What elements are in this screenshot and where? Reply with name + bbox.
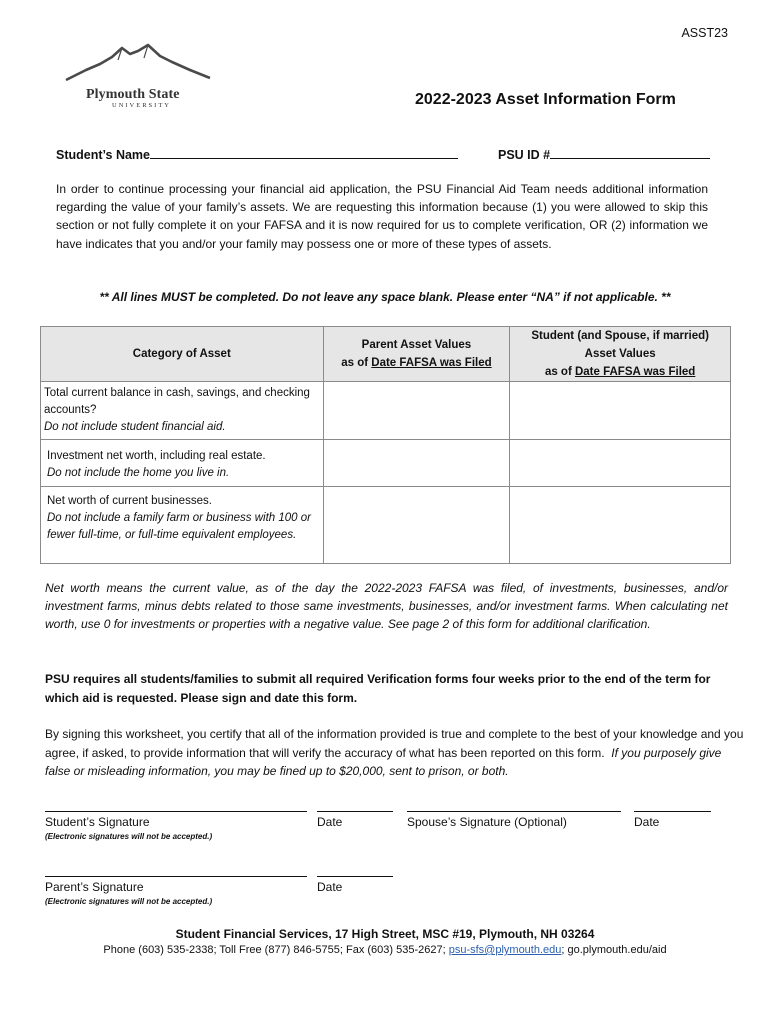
psu-id-line[interactable] <box>550 147 710 159</box>
certify-paragraph: By signing this worksheet, you certify that all of the information provided is true and complete to the best of your knowledge and you agree, if asked, to provide information that will verify the accuracy of what has been reported on this form. If you purposely give false or misleading information, you may be fined up to $20,000, sent to prison, or both. <box>45 727 744 778</box>
psu-id-label: PSU ID # <box>498 148 551 162</box>
parent-value-cell[interactable] <box>323 487 510 564</box>
row-category: Investment net worth, including real estate. Do not include the home you live in. <box>41 440 324 487</box>
mountain-logo-icon <box>64 42 212 84</box>
student-signature-line[interactable] <box>45 811 307 812</box>
logo-subtitle: UNIVERSITY <box>112 102 171 109</box>
table-row <box>41 440 731 487</box>
parent-date-label: Date <box>317 880 343 894</box>
row-category: Total current balance in cash, savings, and checking accounts? Do not include student financial aid. <box>41 382 324 440</box>
header-category: Category of Asset <box>41 327 324 382</box>
form-code: ASST23 <box>681 26 728 40</box>
spouse-date-label: Date <box>634 815 660 829</box>
intro-paragraph: In order to continue processing your financial aid application, the PSU Financial Aid Team needs additional information regarding the value of your family’s assets. We are requesting this information because (1) you were allowed to skip this section or not fully complete it on your FAFSA and it is now required for us to complete verification, OR (2) information we have indicates that you and/or your family may possess one or more of these types of assets. <box>56 182 708 251</box>
parent-signature-line[interactable] <box>45 876 307 877</box>
spouse-date-line[interactable] <box>634 811 711 812</box>
office-contact: Phone (603) 535-2338; Toll Free (877) 846-5755; Fax (603) 535-2627; psu-sfs@plymouth.edu; go.plymouth.edu/aid <box>103 944 667 956</box>
header-parent-values: Parent Asset Values as of Date FAFSA was Filed <box>323 327 510 382</box>
logo-name: Plymouth State <box>86 87 180 102</box>
electronic-signature-note: (Electronic signatures will not be accepted.) <box>45 897 213 906</box>
row-category: Net worth of current businesses. Do not include a family farm or business with 100 or fewer full-time, or full-time equivalent employees. <box>41 487 324 564</box>
asset-table <box>40 326 731 564</box>
header-student-values: Student (and Spouse, if married) Asset Values as of Date FAFSA was Filed <box>510 327 731 382</box>
parent-value-cell[interactable] <box>323 440 510 487</box>
student-date-label: Date <box>317 815 343 829</box>
completion-notice: ** All lines MUST be completed. Do not leave any space blank. Please enter “NA” if not applicable. ** <box>99 290 671 304</box>
email-link[interactable]: psu-sfs@plymouth.edu <box>448 944 562 956</box>
student-value-cell[interactable] <box>510 382 731 440</box>
student-name-label: Student’s Name <box>56 148 151 162</box>
student-date-line[interactable] <box>317 811 393 812</box>
parent-date-line[interactable] <box>317 876 393 877</box>
university-logo <box>64 42 212 114</box>
table-header-row <box>41 327 731 382</box>
net-worth-paragraph: Net worth means the current value, as of the day the 2022-2023 FAFSA was filed, of investments, businesses, and/or investment farms, minus debts related to those same investments, businesses, and/or investment farms. When calculating net worth, use 0 for investments or properties with a negative value. See page 2 of this form for additional clarification. <box>45 581 728 632</box>
spouse-signature-label: Spouse’s Signature (Optional) <box>407 815 567 829</box>
student-name-line[interactable] <box>150 147 458 159</box>
page-title: 2022-2023 Asset Information Form <box>415 91 676 108</box>
requirement-paragraph: PSU requires all students/families to submit all required Verification forms four weeks prior to the end of the term for which aid is requested. Please sign and date this form. <box>45 672 711 705</box>
penalty-warning: If you purposely give false or misleading information, you may be fined up to $20,000, sent to prison, or both. <box>45 745 722 778</box>
office-address: Student Financial Services, 17 High Street, MSC #19, Plymouth, NH 03264 <box>175 927 595 941</box>
table-row <box>41 382 731 440</box>
student-signature-label: Student’s Signature <box>45 815 150 829</box>
student-value-cell[interactable] <box>510 440 731 487</box>
psu-id-field[interactable] <box>498 147 710 162</box>
table-row <box>41 487 731 564</box>
parent-signature-label: Parent’s Signature <box>45 880 144 894</box>
student-name-field[interactable] <box>56 147 458 162</box>
parent-value-cell[interactable] <box>323 382 510 440</box>
student-value-cell[interactable] <box>510 487 731 564</box>
spouse-signature-line[interactable] <box>407 811 621 812</box>
electronic-signature-note: (Electronic signatures will not be accepted.) <box>45 832 213 841</box>
